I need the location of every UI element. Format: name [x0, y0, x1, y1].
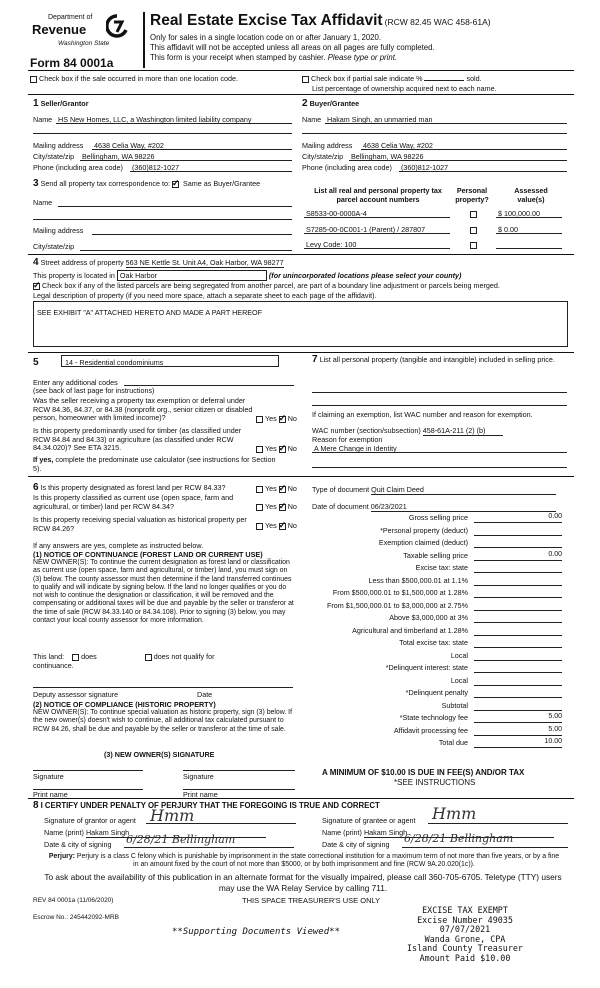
s3-num: 3	[33, 178, 39, 189]
fee-row	[310, 638, 564, 650]
reason-label: Reason for exemption	[312, 435, 383, 444]
parcel-header-2: Personal property?	[455, 186, 489, 204]
s4-located-label: This property is located in	[33, 271, 115, 280]
fee-label: Total excise tax: state	[399, 638, 468, 647]
fee-label: *Personal property (deduct)	[380, 525, 468, 535]
s7-heading	[312, 355, 567, 364]
fee-value[interactable]: 0.00	[474, 551, 562, 561]
does-checkbox[interactable]	[72, 654, 79, 661]
s4-seg-check	[33, 281, 500, 290]
multi-location-check[interactable]	[30, 74, 238, 83]
s3-heading	[33, 178, 260, 189]
fee-row	[310, 613, 564, 625]
fee-row	[310, 651, 564, 663]
form-title: Real Estate Excise Tax Affidavit	[150, 12, 383, 29]
stamp-line-4: Wanda Grone, CPA	[424, 933, 506, 944]
s4-street-label: Street address of property	[40, 258, 124, 267]
grantee-date-city[interactable]: 6/28/21 Bellingham	[404, 832, 514, 845]
fee-row	[310, 726, 564, 738]
form-rcw: (RCW 82.45 WAC 458-61A)	[384, 17, 491, 27]
s8-title: I CERTIFY UNDER PENALTY OF PERJURY THAT THE FOREGOING IS TRUE AND CORRECT	[40, 801, 380, 810]
parcel-acct[interactable]: S8533-00-0000A-4	[306, 209, 367, 218]
s3-line-2	[33, 212, 292, 220]
grantee-signature[interactable]: Hmm	[432, 804, 477, 823]
s6-q2: Is this property classified as current use (open space, farm and agricultural, or timber) land per RCW 84.34?	[33, 493, 234, 511]
s5-q2: Is this property predominantly used for timber (as classified under RCW 84.84 and 84.33) or agriculture (as classified under RCW 84.34.020)? See ETA 3215.	[33, 426, 242, 453]
segregation-checkbox[interactable]	[33, 283, 40, 290]
header-divider	[143, 12, 145, 68]
s1-phone-label: Phone (including area code)	[33, 163, 123, 172]
fee-label: *State technology fee	[399, 713, 468, 722]
s5-codes-note: (see back of last page for instructions)	[33, 386, 155, 395]
partial-note: List percentage of ownership acquired next to each name.	[312, 84, 497, 93]
fee-value[interactable]	[474, 701, 562, 711]
fee-row	[310, 626, 564, 638]
personal-property-checkbox[interactable]	[470, 211, 477, 218]
fee-row	[310, 526, 564, 538]
s3-city-label: City/state/zip	[33, 242, 75, 251]
parcel-row-1	[304, 209, 566, 219]
grantor-date-label: Date & city of signing	[44, 840, 112, 849]
owner-sig-line-1[interactable]	[33, 763, 143, 771]
s6-q3: Is this property receiving special valuation as historical property per RCW 84.26?	[33, 515, 247, 533]
rule-5	[28, 476, 574, 477]
n2-title: (2) NOTICE OF COMPLIANCE (HISTORIC PROPERTY)	[33, 700, 216, 709]
fee-label: Excise tax: state	[415, 563, 468, 572]
this-land-row	[33, 652, 215, 661]
s1-phone-line	[130, 164, 292, 172]
see-instructions: *SEE INSTRUCTIONS	[394, 778, 476, 787]
does-not-label: does not qualify for	[153, 652, 215, 661]
s4-street-value[interactable]: 563 NE Kettle St. Unit A4, Oak Harbor, WA 98277	[125, 258, 284, 267]
s8-heading	[33, 800, 380, 811]
s2-city-line	[349, 153, 567, 161]
s6-q3-yesno	[256, 521, 297, 530]
stamp-line-2: Excise Number 49035	[417, 914, 513, 925]
rev-number: REV 84 0001a (11/06/2020)	[33, 897, 114, 904]
s7-text: List all personal property (tangible and intangible) included in selling price.	[319, 355, 555, 364]
s2-city-label: City/state/zip	[302, 152, 344, 161]
yes-label: Yes	[265, 414, 277, 423]
s1-city[interactable]: Bellingham, WA 98226	[82, 152, 155, 161]
partial-pct-field[interactable]	[424, 80, 464, 81]
header-note-3a: This form is your receipt when stamped by cashier.	[150, 53, 326, 62]
fee-label: Affidavit processing fee	[393, 725, 468, 735]
s6-q1-no[interactable]	[279, 486, 286, 493]
fee-label: From $1,500,000.01 to $3,000,000 at 2.75%	[326, 600, 468, 610]
s6-q2-yes[interactable]	[256, 504, 263, 511]
no-label: No	[287, 521, 297, 530]
deputy-date-label: Date	[197, 690, 213, 699]
parcel-value-line	[496, 209, 562, 218]
fee-row	[310, 701, 564, 713]
s5-q2-yes[interactable]	[256, 446, 263, 453]
s5-q1: Was the seller receiving a property tax exemption or deferral under RCW 84.36, 84.37, or 84.38 (nonprofit org., senior citizen or disabled person, homeowner with limited income)?	[33, 396, 253, 423]
property-use: 14 - Residential condominiums	[65, 358, 164, 367]
n1-text: NEW OWNER(S): To continue the current designation as forest land or classification as current use (open space, farm and agricultural, or timber) land, you must sign on (3) below. The county assessor must then determine if the land transferred continues to qualify and will indicate by signing below. If the land no longer qualifies or you do not wish to continue the designation or classification, it will be removed and the compensating or additional taxes will be due and payable by the seller or transferor at the time of sale (RCW 84.33.140 or 84.34.108). Prior to signing (3) below, you may contact your local county assessor for more information.	[33, 559, 294, 625]
s6-num: 6	[33, 482, 39, 493]
s6-q1-yesno	[256, 484, 297, 493]
s2-phone[interactable]: (360)812-1027	[401, 163, 449, 172]
grantee-date-line	[402, 840, 568, 848]
s5-if-yes: If yes,	[33, 455, 54, 464]
dept-of: Department of	[48, 14, 93, 21]
grantor-date-line	[124, 840, 294, 848]
owner-print-line-1[interactable]	[33, 782, 143, 790]
treasurer-use: THIS SPACE TREASURER'S USE ONLY	[242, 896, 381, 905]
fee-value[interactable]	[474, 538, 562, 548]
grantor-signature[interactable]: Hmm	[150, 806, 195, 825]
deputy-sig-line[interactable]	[33, 680, 293, 688]
fee-row	[310, 563, 564, 575]
s2-num: 2	[302, 98, 308, 109]
s1-city-label: City/state/zip	[33, 152, 75, 161]
no-label: No	[287, 444, 297, 453]
fee-label: Subtotal	[441, 700, 468, 710]
s5-q2-no[interactable]	[279, 446, 286, 453]
fee-value[interactable]	[474, 601, 562, 611]
grantee-sig-label: Signature of grantee or agent	[322, 816, 416, 825]
does-not-checkbox[interactable]	[145, 654, 152, 661]
s7-exempt-label: If claiming an exemption, list WAC number and reason for exemption.	[312, 410, 533, 419]
s5-q1-yesno	[256, 414, 297, 423]
s1-name-label: Name	[33, 115, 53, 124]
s2-title: Buyer/Grantee	[309, 99, 360, 108]
treasurer-stamp	[380, 906, 550, 964]
signature-label-2: Signature	[183, 772, 214, 781]
sold-label: sold.	[466, 74, 482, 83]
s7-line-1[interactable]	[312, 385, 567, 393]
s4-seg-label: Check box if any of the listed parcels are being segregated from another parcel, are part of a boundary line adjustment or parcels being merged.	[42, 281, 500, 290]
s2-name[interactable]: Hakam Singh, an unmarried man	[327, 115, 433, 124]
grantee-sig-line	[428, 816, 568, 824]
doc-date	[312, 502, 556, 512]
fee-label: From $500,000.01 to $1,500,000 at 1.28%	[332, 588, 468, 597]
stamp-line-1: EXCISE TAX EXEMPT	[422, 905, 508, 915]
fee-row	[310, 601, 564, 613]
header-note-3	[150, 53, 397, 62]
s2-mail[interactable]: 4638 Celia Way, #202	[363, 141, 433, 150]
s4-legal-label: Legal description of property (if you need more space, attach a separate sheet to each page of the affidavit).	[33, 291, 377, 300]
s5-codes-line[interactable]	[124, 378, 294, 386]
s5-q1-yes[interactable]	[256, 416, 263, 423]
parcel-value-line	[496, 225, 562, 234]
s1-line-2	[33, 126, 292, 134]
fee-row	[310, 663, 564, 675]
fee-label: Agricultural and timberland at 1.28%	[352, 625, 468, 635]
form-number: Form 84 0001a	[30, 56, 114, 70]
s5-codes-label: Enter any additional codes	[33, 378, 118, 387]
s3-name-label: Name	[33, 198, 53, 207]
header-note-3b: Please type or print.	[327, 53, 398, 62]
fee-value[interactable]: 5.00	[474, 726, 562, 736]
minimum-notice: A MINIMUM OF $10.00 IS DUE IN FEE(S) AND/OR TAX	[322, 768, 525, 777]
signature-label-1: Signature	[33, 772, 64, 781]
s7-num: 7	[312, 354, 318, 365]
supporting-docs: **Supporting Documents Viewed**	[172, 927, 340, 937]
s1-city-line	[80, 153, 292, 161]
availability-text: To ask about the availability of this publication in an alternate format for the visually impaired, please call 360-705-6705. Teletype (TTY) users may use the WA Relay Service by calling 711.	[44, 872, 562, 893]
property-use-select[interactable]	[61, 355, 279, 367]
s1-heading	[33, 98, 89, 109]
s1-title: Seller/Grantor	[40, 99, 89, 108]
header-note-1: Only for sales in a single location code on or after January 1, 2020.	[150, 33, 382, 42]
yes-label: Yes	[265, 521, 277, 530]
fee-label: Exemption claimed (deduct)	[378, 538, 468, 547]
yes-label: Yes	[265, 444, 277, 453]
s2-phone-label: Phone (including area code)	[302, 163, 392, 172]
parcel-acct-line	[304, 209, 450, 218]
fee-value[interactable]	[474, 688, 562, 698]
s1-mail[interactable]: 4638 Celia Way, #202	[94, 141, 164, 150]
fee-label: Local	[450, 650, 468, 660]
parcel-value-line	[496, 240, 562, 249]
s8-num: 8	[33, 800, 39, 811]
print-name-label-2: Print name	[183, 790, 218, 799]
s1-name-line	[56, 116, 292, 124]
parcel-acct[interactable]: Levy Code: 100	[306, 240, 357, 249]
s5-q1-no[interactable]	[279, 416, 286, 423]
s4-street	[33, 257, 284, 268]
fee-value[interactable]: 5.00	[474, 713, 562, 723]
fee-row	[310, 713, 564, 725]
s4-num: 4	[33, 257, 39, 268]
stamp-line-6: Amount Paid $10.00	[419, 952, 511, 963]
n2-text: NEW OWNER(S): To continue special valuation as historic property, sign (3) below. If the new owner(s) doesn't wish to continue, all additional tax calculated pursuant to RCW 84.26, shall be due and payable by the seller or transferor at the time of sale.	[33, 709, 293, 733]
no-label: No	[287, 484, 297, 493]
parcel-value[interactable]: $ 100,000.00	[498, 209, 540, 218]
s5-num: 5	[33, 357, 39, 368]
s7-line-2	[312, 398, 567, 406]
fee-row	[310, 676, 564, 688]
rule-2	[28, 94, 574, 95]
parcel-header-1: List all real and personal property tax parcel account numbers	[314, 186, 442, 204]
dor-logo-icon	[106, 14, 128, 40]
owner-sig-line-2[interactable]	[183, 763, 295, 771]
s3-same: Same as Buyer/Grantee	[183, 179, 261, 188]
parcel-acct-line	[304, 240, 450, 249]
fee-row	[310, 588, 564, 600]
deputy-label: Deputy assessor signature	[33, 690, 119, 699]
fee-value[interactable]	[474, 651, 562, 661]
s6-q1	[33, 482, 226, 493]
fee-label: Local	[450, 675, 468, 685]
yes-label: Yes	[265, 484, 277, 493]
header-note-2: This affidavit will not be accepted unless all areas on all pages are fully completed.	[150, 43, 435, 52]
reason-line	[312, 445, 567, 453]
fee-value[interactable]	[474, 526, 562, 536]
fee-row	[310, 688, 564, 700]
yes-label: Yes	[265, 502, 277, 511]
owner-print-line-2[interactable]	[183, 782, 295, 790]
fee-value[interactable]	[474, 588, 562, 598]
header-rule	[28, 70, 574, 71]
grantor-name[interactable]: Hakam Singh	[86, 828, 266, 838]
revenue-word: Revenue	[32, 22, 87, 37]
legal-description-box[interactable]	[33, 301, 568, 347]
fee-label: Total due	[438, 738, 468, 747]
doc-type-value[interactable]: Quit Claim Deed	[371, 485, 556, 495]
fee-value[interactable]	[474, 638, 562, 648]
this-land-label: This land:	[33, 652, 65, 661]
legal-description: SEE EXHIBIT "A" ATTACHED HERETO AND MADE A PART HEREOF	[37, 308, 263, 317]
personal-property-checkbox[interactable]	[470, 227, 477, 234]
multi-location-label: Check box if the sale occurred in more than one location code.	[39, 74, 238, 83]
s1-phone[interactable]: (360)812-1027	[132, 163, 180, 172]
s3-mail-label: Mailing address	[33, 226, 84, 235]
grantee-name[interactable]: Hakam Singh	[364, 828, 554, 838]
s6-q3-no[interactable]	[279, 523, 286, 530]
partial-sale-checkbox[interactable]	[302, 76, 309, 83]
fee-value[interactable]	[474, 576, 562, 586]
parcel-row-2	[304, 225, 566, 235]
s1-num: 1	[33, 98, 39, 109]
fee-label: *Delinquent penalty	[405, 688, 468, 697]
personal-property-checkbox[interactable]	[470, 242, 477, 249]
s3-city-line[interactable]	[80, 243, 292, 251]
grantor-sig-line	[146, 816, 296, 824]
fee-label: Taxable selling price	[403, 550, 468, 560]
fee-value[interactable]	[474, 626, 562, 636]
s2-name-label: Name	[302, 115, 322, 124]
fee-row	[310, 576, 564, 588]
s6-q1-text: Is this property designated as forest land per RCW 84.33?	[40, 483, 226, 492]
s6-q1-yes[interactable]	[256, 486, 263, 493]
reason-value[interactable]: A Mere Change in Identity	[314, 444, 397, 453]
reason-line-2	[312, 460, 567, 468]
n1-title: (1) NOTICE OF CONTINUANCE (FOREST LAND OR CURRENT USE)	[33, 550, 263, 559]
s5-q2-note	[33, 456, 283, 473]
rule-3	[28, 254, 574, 255]
s6-if-any: If any answers are yes, complete as instructed below.	[33, 541, 204, 550]
fee-row	[310, 538, 564, 550]
doc-date-label: Date of document	[312, 502, 369, 511]
s5-q2-yesno	[256, 444, 297, 453]
partial-sale-check[interactable]	[302, 74, 482, 83]
fee-row	[310, 513, 564, 525]
s6-q2-no[interactable]	[279, 504, 286, 511]
fee-value[interactable]	[474, 676, 562, 686]
same-as-buyer-checkbox[interactable]	[172, 181, 179, 188]
grantor-date-city[interactable]: 6/28/21 Bellingham	[126, 833, 236, 846]
s1-name[interactable]: HS New Homes, LLC, a Washington limited liability company	[58, 115, 252, 124]
fee-label: *Delinquent interest: state	[385, 663, 468, 672]
s3-text: Send all property tax correspondence to:	[40, 179, 171, 188]
parcel-header-3: Assessed value(s)	[514, 186, 548, 204]
s3-name-line[interactable]	[58, 199, 292, 207]
fee-row	[310, 551, 564, 563]
s2-phone-line	[399, 164, 567, 172]
fee-value[interactable]	[474, 663, 562, 673]
fee-label: Less than $500,000.01 at 1.1%	[368, 575, 468, 585]
doc-type-label: Type of document	[312, 485, 370, 494]
s2-mail-line	[361, 142, 567, 150]
wa-state: Washington State	[58, 40, 110, 47]
s2-heading	[302, 98, 359, 109]
s5-q2c: complete the predominate use calculator (see instructions for Section 5).	[33, 455, 276, 473]
s6-q3-yes[interactable]	[256, 523, 263, 530]
grantor-sig-label: Signature of grantor or agent	[44, 816, 136, 825]
s4-located	[33, 270, 461, 281]
perjury-body: Perjury is a class C felony which is punishable by imprisonment in the state correctional institution for a maximum term of not more than five years, or by a fine in an amount fixed by the court of not more than $5000, or by both imprisonment and fine (RCW 9A.20.020(1c)).	[76, 853, 560, 869]
form-title-block	[150, 12, 491, 30]
fee-row	[310, 738, 564, 750]
fee-value[interactable]	[474, 563, 562, 573]
no-label: No	[287, 414, 297, 423]
doc-type	[312, 485, 556, 495]
escrow-number: Escrow No.: 245442092-MRB	[33, 914, 119, 921]
s1-mail-label: Mailing address	[33, 141, 84, 150]
parcel-acct-line	[304, 225, 450, 234]
s6-q2-yesno	[256, 502, 297, 511]
grantee-name-label: Name (print)	[322, 828, 362, 837]
fee-label: Gross selling price	[408, 513, 468, 522]
parcel-acct[interactable]: S7285-00-0C001-1 (Parent) / 287807	[306, 225, 426, 234]
grantor-name-label: Name (print)	[44, 828, 84, 837]
rule-6	[28, 798, 574, 799]
s3-mail-line[interactable]	[92, 227, 292, 235]
fee-value[interactable]: 0.00	[474, 513, 562, 523]
doc-date-value[interactable]: 06/23/2021	[371, 502, 556, 512]
print-name-label-1: Print name	[33, 790, 68, 799]
dor-logo	[30, 12, 130, 54]
multi-location-checkbox[interactable]	[30, 76, 37, 83]
stamp-line-3: 07/07/2021	[439, 924, 491, 935]
parcel-row-3	[304, 240, 566, 250]
wac-label: WAC number (section/subsection)	[312, 426, 421, 435]
wac-value[interactable]: 458-61A-211 (2) (b)	[423, 426, 503, 436]
rule-4	[28, 352, 574, 353]
continuance-label: continuance.	[33, 661, 74, 670]
s2-city[interactable]: Bellingham, WA 98226	[351, 152, 424, 161]
fee-value[interactable]: 10.00	[474, 738, 562, 748]
s2-line-2	[302, 126, 567, 134]
perjury-label: Perjury:	[48, 853, 75, 860]
stamp-line-5: Island County Treasurer	[407, 943, 523, 954]
does-label: does	[81, 652, 97, 661]
s1-mail-line	[92, 142, 292, 150]
no-label: No	[287, 502, 297, 511]
fee-value[interactable]	[474, 613, 562, 623]
s2-mail-label: Mailing address	[302, 141, 353, 150]
s2-name-line	[325, 116, 567, 124]
s4-located-select[interactable]: Oak Harbor	[117, 270, 267, 281]
n3-title: (3) NEW OWNER(S) SIGNATURE	[104, 750, 215, 759]
fee-label: Above $3,000,000 at 3%	[389, 613, 468, 622]
grantee-date-label: Date & city of signing	[322, 840, 390, 849]
s4-uninc: (for unincorporated locations please select your county)	[268, 271, 462, 280]
partial-sale-label: Check box if partial sale indicate %	[311, 74, 423, 83]
parcel-value[interactable]: $ 0.00	[498, 225, 518, 234]
perjury-text	[48, 853, 560, 870]
